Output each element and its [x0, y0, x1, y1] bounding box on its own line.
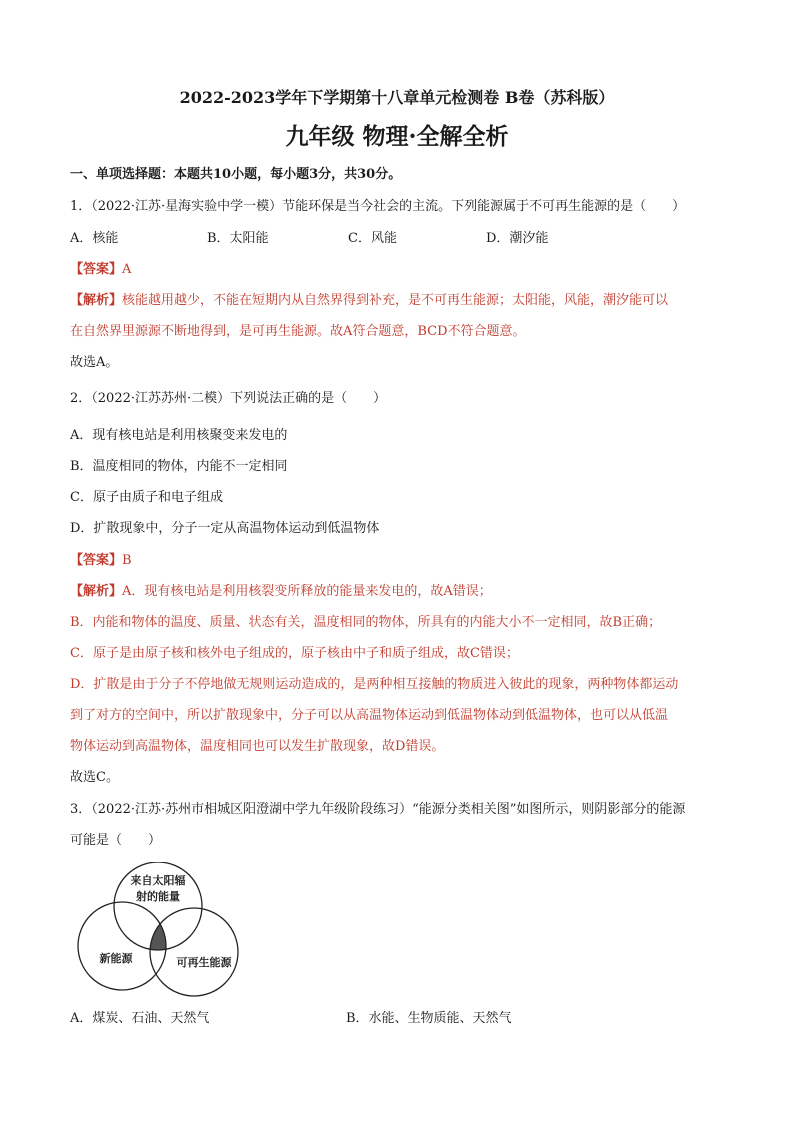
q1-analysis-line1	[70, 293, 668, 309]
q2-analysis-b: B．内能和物体的温度、质量、状态有关，温度相同的物体，所具有的内能大小不一定相同，故B正确；	[70, 615, 662, 630]
q1-option-c: C．风能	[348, 231, 397, 246]
q2-analysis-d-line3: 物体运动到高温物体，温度相同也可以发生扩散现象，故D错误。	[70, 739, 445, 754]
q3-stem-line1: 3．（2022·江苏·苏州市相城区阳澄湖中学九年级阶段练习）“能源分类相关图”如图所示，则阴影部分的能源	[70, 802, 686, 817]
q3-option-a: A．煤炭、石油、天然气	[70, 1011, 210, 1026]
venn-diagram	[74, 862, 254, 1004]
answer-value: B	[122, 553, 132, 568]
venn-label-top-2: 射的能量	[136, 890, 180, 903]
document-subtitle: 九年级 物理·全解全析	[285, 123, 509, 150]
q2-analysis-d-line2: 到了对方的空间中，所以扩散现象中，分子可以从高温物体运动到低温物体动到低温物体，也可以从低温	[70, 708, 669, 723]
q1-analysis-line2: 在自然界里源源不断地得到，是可再生能源。故A符合题意，BCD不符合题意。	[70, 324, 526, 339]
venn-label-right: 可再生能源	[176, 956, 232, 969]
q2-analysis-c: C．原子是由原子核和核外电子组成的，原子核由中子和质子组成，故C错误；	[70, 646, 519, 661]
answer-value: A	[122, 262, 132, 277]
q1-option-d: D．潮汐能	[486, 231, 549, 246]
analysis-tag: 【解析】	[70, 584, 123, 599]
analysis-text: 核能越用越少，不能在短期内从自然界得到补充，是不可再生能源；太阳能，风能，潮汐能可以	[122, 293, 669, 308]
q2-option-a: A．现有核电站是利用核聚变来发电的	[70, 428, 288, 443]
q2-analysis-a	[70, 584, 492, 600]
answer-tag: 【答案】	[70, 553, 123, 568]
analysis-text: A．现有核电站是利用核裂变所释放的能量来发电的，故A错误；	[122, 584, 492, 599]
q2-option-d: D．扩散现象中，分子一定从高温物体运动到低温物体	[70, 521, 380, 536]
q3-option-b: B．水能、生物质能、天然气	[346, 1011, 512, 1026]
answer-tag: 【答案】	[70, 262, 123, 277]
q1-stem: 1．（2022·江苏·星海实验中学一模）节能环保是当今社会的主流。下列能源属于不可再生能源的是（ ）	[70, 199, 686, 214]
q2-analysis-d-line1: D．扩散是由于分子不停地做无规则运动造成的，是两种相互接触的物质进入彼此的现象，两种物体都运动	[70, 677, 679, 692]
q2-answer	[70, 553, 132, 569]
q2-option-c: C．原子由质子和电子组成	[70, 490, 223, 505]
q2-conclusion: 故选C。	[70, 770, 119, 785]
q1-option-a: A．核能	[70, 231, 119, 246]
q1-answer	[70, 262, 131, 278]
analysis-tag: 【解析】	[70, 293, 123, 308]
q2-option-b: B．温度相同的物体，内能不一定相同	[70, 459, 288, 474]
venn-circle-renewable-energy	[150, 908, 238, 996]
q1-conclusion: 故选A。	[70, 355, 119, 370]
venn-label-top-1: 来自太阳辐	[130, 874, 186, 887]
q1-option-b: B．太阳能	[207, 231, 269, 246]
q3-stem-line2: 可能是（ ）	[70, 833, 162, 848]
document-title: 2022-2023学年下学期第十八章单元检测卷 B卷（苏科版）	[179, 88, 615, 107]
q2-stem: 2．（2022·江苏苏州·二模）下列说法正确的是（ ）	[70, 391, 387, 406]
venn-label-left: 新能源	[99, 952, 133, 965]
section-heading: 一、单项选择题：本题共10小题，每小题3分，共30分。	[70, 167, 402, 182]
